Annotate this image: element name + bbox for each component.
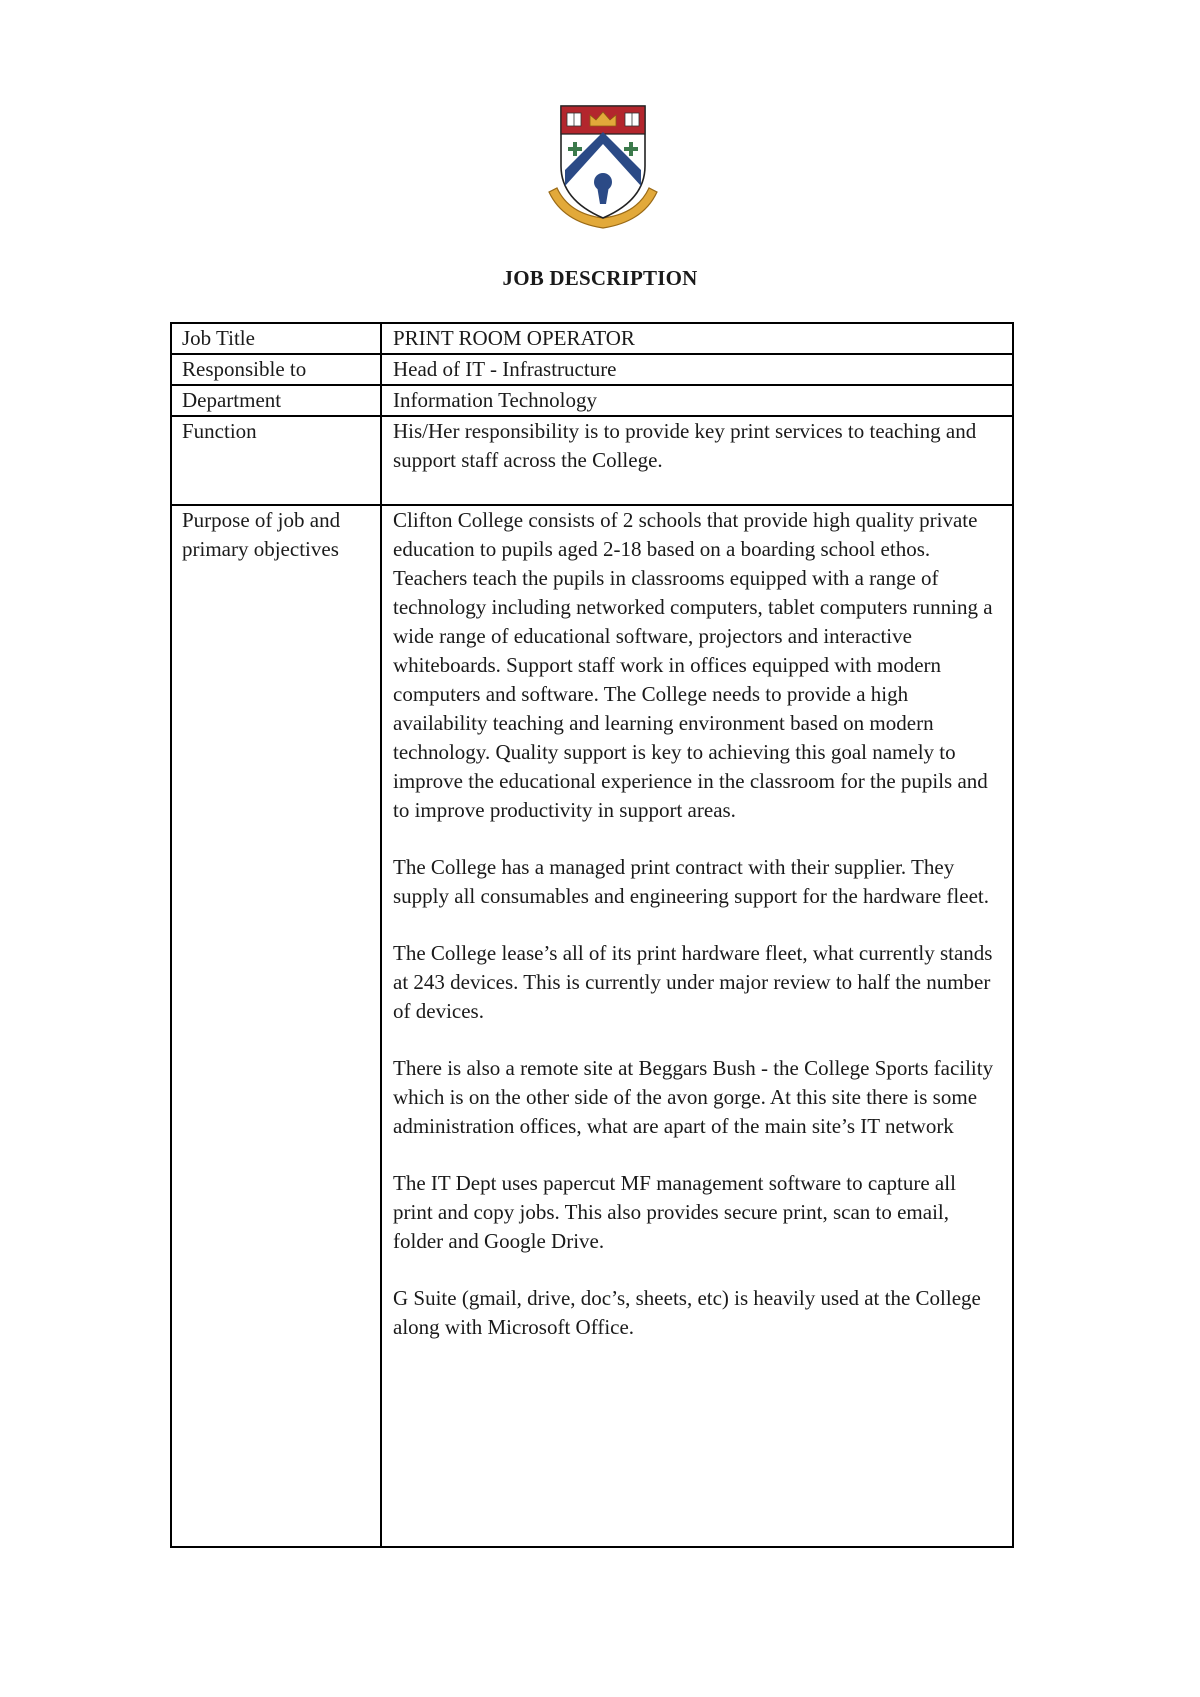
purpose-paragraph: The College has a managed print contract with their supplier. They supply all consumables and engineering support for the hardware fleet.: [393, 855, 989, 908]
purpose-label-line-2: primary objectives: [182, 537, 339, 561]
table-row-purpose: [171, 505, 1013, 1547]
page-title: JOB DESCRIPTION: [502, 266, 698, 290]
table-row-job-title: [171, 323, 1013, 354]
table-row-responsible-to: [171, 354, 1013, 385]
college-crest-logo: [545, 104, 661, 230]
purpose-paragraph: G Suite (gmail, drive, doc’s, sheets, etc) is heavily used at the College along with Microsoft Office.: [393, 1286, 981, 1339]
purpose-paragraph: The College lease’s all of its print hardware fleet, what currently stands at 243 devices. This is currently under major review to half the number of devices.: [393, 941, 993, 1023]
purpose-description: [381, 505, 1013, 1547]
row-value: His/Her responsibility is to provide key print services to teaching and support staff across the College.: [381, 416, 1013, 505]
purpose-paragraph: There is also a remote site at Beggars Bush - the College Sports facility which is on the other side of the avon gorge. At this site there is some administration offices, what are apart of the main site’s IT network: [393, 1056, 994, 1138]
purpose-label-line-1: Purpose of job and: [182, 508, 341, 532]
row-value: Head of IT - Infrastructure: [381, 354, 1013, 385]
row-label: Department: [171, 385, 381, 416]
row-value: PRINT ROOM OPERATOR: [381, 323, 1013, 354]
purpose-paragraph: The IT Dept uses papercut MF management software to capture all print and copy jobs. This also provides secure print, scan to email, folder and Google Drive.: [393, 1171, 956, 1253]
row-label: Job Title: [171, 323, 381, 354]
row-label: Responsible to: [171, 354, 381, 385]
row-value: Information Technology: [381, 385, 1013, 416]
row-label: Function: [171, 416, 381, 505]
purpose-paragraph: Clifton College consists of 2 schools that provide high quality private education to pupils aged 2-18 based on a boarding school ethos. Teachers teach the pupils in classrooms equipped with a range of technology including networked computers, tablet computers running a wide range of educational software, projectors and interactive whiteboards. Support staff work in offices equipped with modern computers and software. The College needs to provide a high availability teaching and learning environment based on modern technology. Quality support is key to achieving this goal namely to improve the educational experience in the classroom for the pupils and to improve productivity in support areas.: [393, 508, 993, 822]
job-description-table: [170, 322, 1014, 1548]
table-row-function: [171, 416, 1013, 505]
table-row-department: [171, 385, 1013, 416]
crest-shield-icon: [545, 104, 661, 230]
row-label-purpose: [171, 505, 381, 1547]
